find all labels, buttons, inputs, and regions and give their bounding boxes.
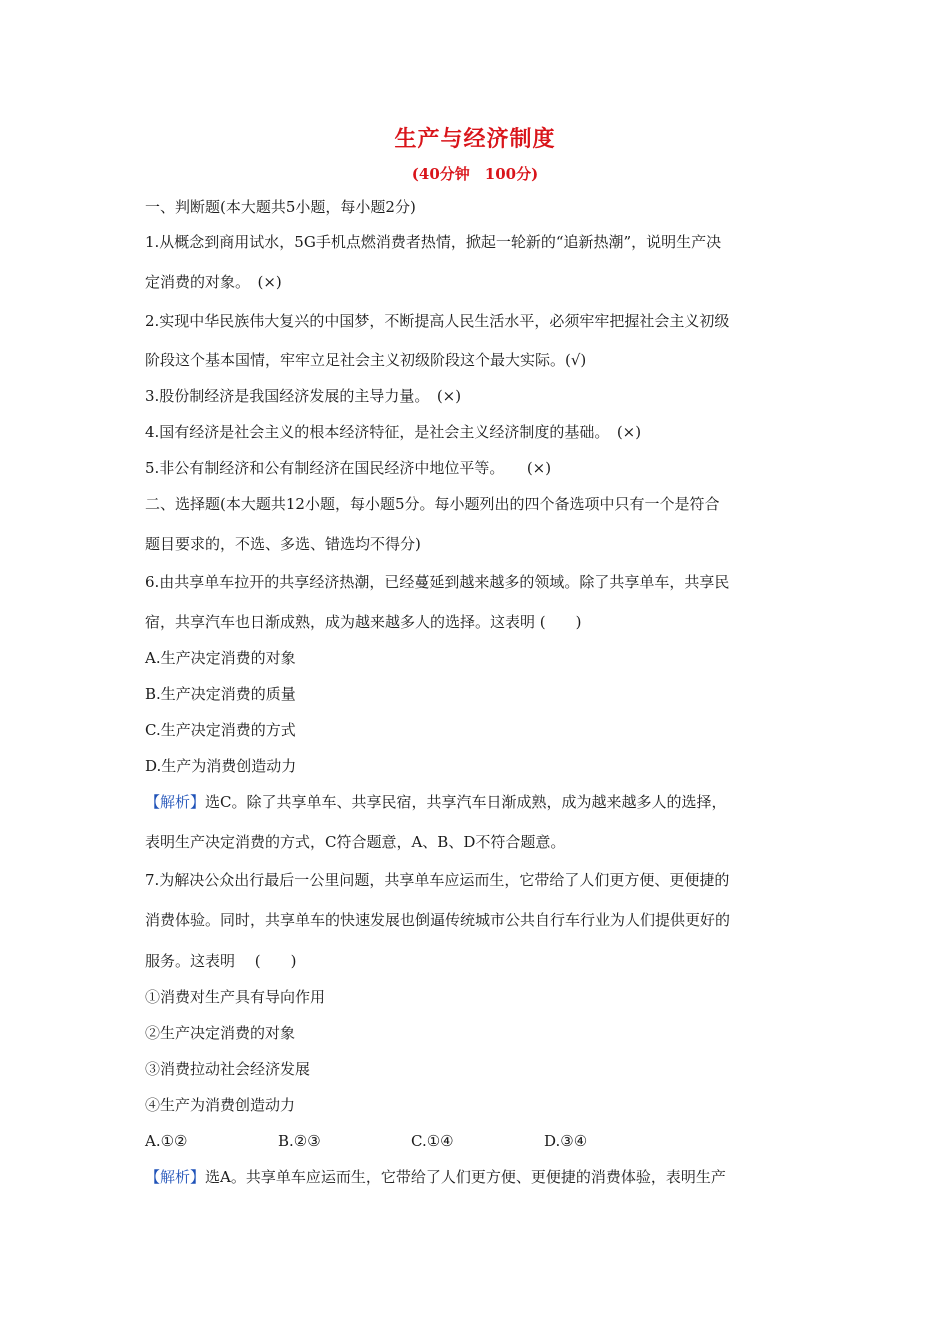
analysis-text: 选A。共享单车应运而生，它带给了人们更方便、更便捷的消费体验，表明生产 <box>205 1168 726 1186</box>
question-7-analysis-line-1 <box>145 1167 825 1187</box>
question-6-line-2: 宿，共享汽车也日渐成熟，成为越来越多人的选择。这表明 ( ) <box>145 613 582 631</box>
question-6-option-b: B.生产决定消费的质量 <box>145 685 296 703</box>
question-6-option-d: D.生产为消费创造动力 <box>145 757 297 775</box>
section2-header-line-1: 二、选择题(本大题共12小题，每小题5分。每小题列出的四个备选项中只有一个是符合 <box>145 495 720 513</box>
question-7-statement-3: ③消费拉动社会经济发展 <box>145 1060 311 1078</box>
document-subtitle: (40分钟 100分) <box>411 165 539 183</box>
question-1-line-1: 1.从概念到商用试水，5G手机点燃消费者热情，掀起一轮新的“追新热潮”，说明生产决 <box>145 233 722 251</box>
analysis-text: 选C。除了共享单车、共享民宿，共享汽车日渐成熟，成为越来越多人的选择， <box>205 793 727 811</box>
question-2-line-2: 阶段这个基本国情，牢牢立足社会主义初级阶段这个最大实际。(√) <box>145 351 587 369</box>
document-title: 生产与经济制度 <box>394 127 556 152</box>
question-4: 4.国有经济是社会主义的根本经济特征，是社会主义经济制度的基础。 (×) <box>145 423 642 441</box>
question-3: 3.股份制经济是我国经济发展的主导力量。 (×) <box>145 387 462 405</box>
question-5: 5.非公有制经济和公有制经济在国民经济中地位平等。 (×) <box>145 459 552 477</box>
analysis-tag: 【解析】 <box>145 793 206 811</box>
question-7-statement-2: ②生产决定消费的对象 <box>145 1024 296 1042</box>
question-6-analysis-line-1 <box>145 792 825 812</box>
question-7-line-1: 7.为解决公众出行最后一公里问题，共享单车应运而生，它带给了人们更方便、更便捷的 <box>145 871 730 889</box>
question-7-line-3: 服务。这表明 ( ) <box>145 952 297 970</box>
question-7-option-a: A.①② <box>145 1132 188 1150</box>
question-6-line-1: 6.由共享单车拉开的共享经济热潮，已经蔓延到越来越多的领域。除了共享单车，共享民 <box>145 573 730 591</box>
question-2-line-1: 2.实现中华民族伟大复兴的中国梦，不断提高人民生活水平，必须牢牢把握社会主义初级 <box>145 312 730 330</box>
analysis-tag: 【解析】 <box>145 1168 206 1186</box>
question-1-line-2: 定消费的对象。 (×) <box>145 273 282 291</box>
question-7-line-2: 消费体验。同时，共享单车的快速发展也倒逼传统城市公共自行车行业为人们提供更好的 <box>145 911 731 929</box>
question-7-option-d: D.③④ <box>544 1132 588 1150</box>
section1-header: 一、判断题(本大题共5小题，每小题2分) <box>145 198 416 216</box>
question-7-option-c: C.①④ <box>411 1132 454 1150</box>
question-7-option-b: B.②③ <box>278 1132 321 1150</box>
question-6-analysis-line-2: 表明生产决定消费的方式，C符合题意，A、B、D不符合题意。 <box>145 833 566 851</box>
question-6-option-c: C.生产决定消费的方式 <box>145 721 296 739</box>
question-7-statement-1: ①消费对生产具有导向作用 <box>145 988 326 1006</box>
question-7-statement-4: ④生产为消费创造动力 <box>145 1096 296 1114</box>
question-6-option-a: A.生产决定消费的对象 <box>145 649 296 667</box>
section2-header-line-2: 题目要求的，不选、多选、错选均不得分) <box>145 535 421 553</box>
